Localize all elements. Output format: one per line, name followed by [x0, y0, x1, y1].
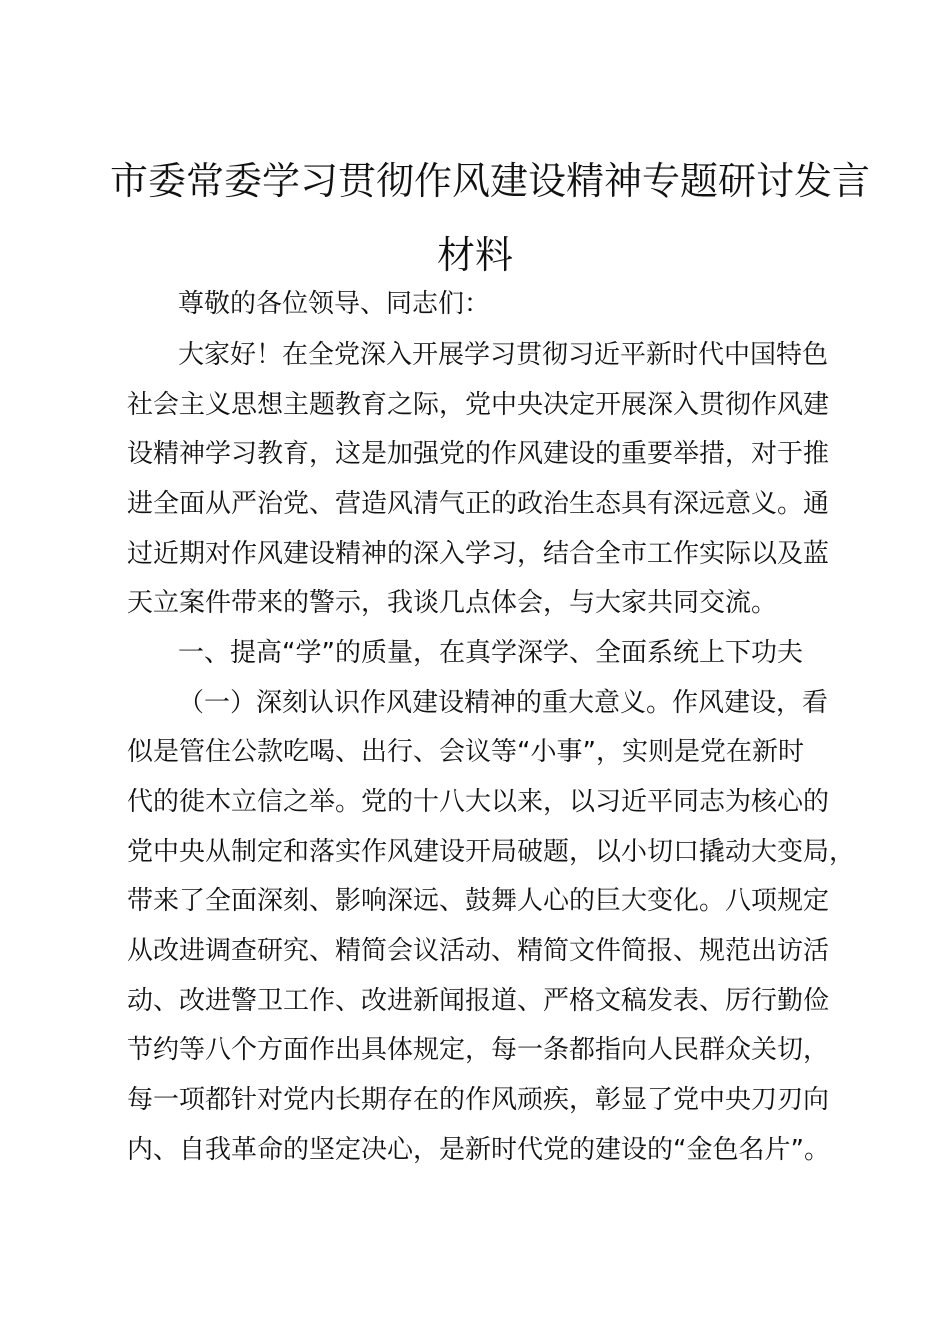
paragraph-1-line: 过近期对作风建设精神的深入学习，结合全市工作实际以及蓝	[127, 539, 830, 569]
paragraph-2-line: 代的徙木立信之举。党的十八大以来，以习近平同志为核心的	[127, 787, 830, 817]
paragraph-2-line: 每一项都针对党内长期存在的作风顽疾，彰显了党中央刀刃向	[127, 1085, 830, 1115]
paragraph-1-line: 大家好！在全党深入开展学习贯彻习近平新时代中国特色	[178, 340, 829, 370]
paragraph-2-line: 内、自我革命的坚定决心，是新时代党的建设的“金色名片”。	[127, 1135, 830, 1165]
paragraph-1-line: 天立案件带来的警示，我谈几点体会，与大家共同交流。	[127, 588, 778, 618]
salutation: 尊敬的各位领导、同志们：	[178, 289, 491, 319]
document-title-line-1: 市委常委学习贯彻作风建设精神专题研讨发言	[110, 159, 871, 203]
paragraph-2-line: 党中央从制定和落实作风建设开局破题，以小切口撬动大变局，	[127, 837, 856, 867]
paragraph-2-line: 节约等八个方面作出具体规定，每一条都指向人民群众关切，	[127, 1035, 830, 1065]
paragraph-2-line: 似是管住公款吃喝、出行、会议等“小事”，实则是党在新时	[127, 737, 804, 767]
paragraph-2-line: 从改进调查研究、精简会议活动、精简文件简报、规范出访活	[127, 936, 830, 966]
document-title-line-2: 材料	[436, 233, 513, 277]
section-heading-1: 一、提高“学”的质量，在真学深学、全面系统上下功夫	[178, 638, 803, 668]
paragraph-1-line: 设精神学习教育，这是加强党的作风建设的重要举措，对于推	[127, 439, 830, 469]
paragraph-2-line: 动、改进警卫工作、改进新闻报道、严格文稿发表、厉行勤俭	[127, 986, 830, 1016]
paragraph-2-line: 带来了全面深刻、影响深远、鼓舞人心的巨大变化。八项规定	[127, 886, 830, 916]
paragraph-2-line: （一）深刻认识作风建设精神的重大意义。作风建设，看	[178, 688, 829, 718]
paragraph-1-line: 社会主义思想主题教育之际，党中央决定开展深入贯彻作风建	[127, 390, 830, 420]
paragraph-1-line: 进全面从严治党、营造风清气正的政治生态具有深远意义。通	[127, 489, 830, 519]
